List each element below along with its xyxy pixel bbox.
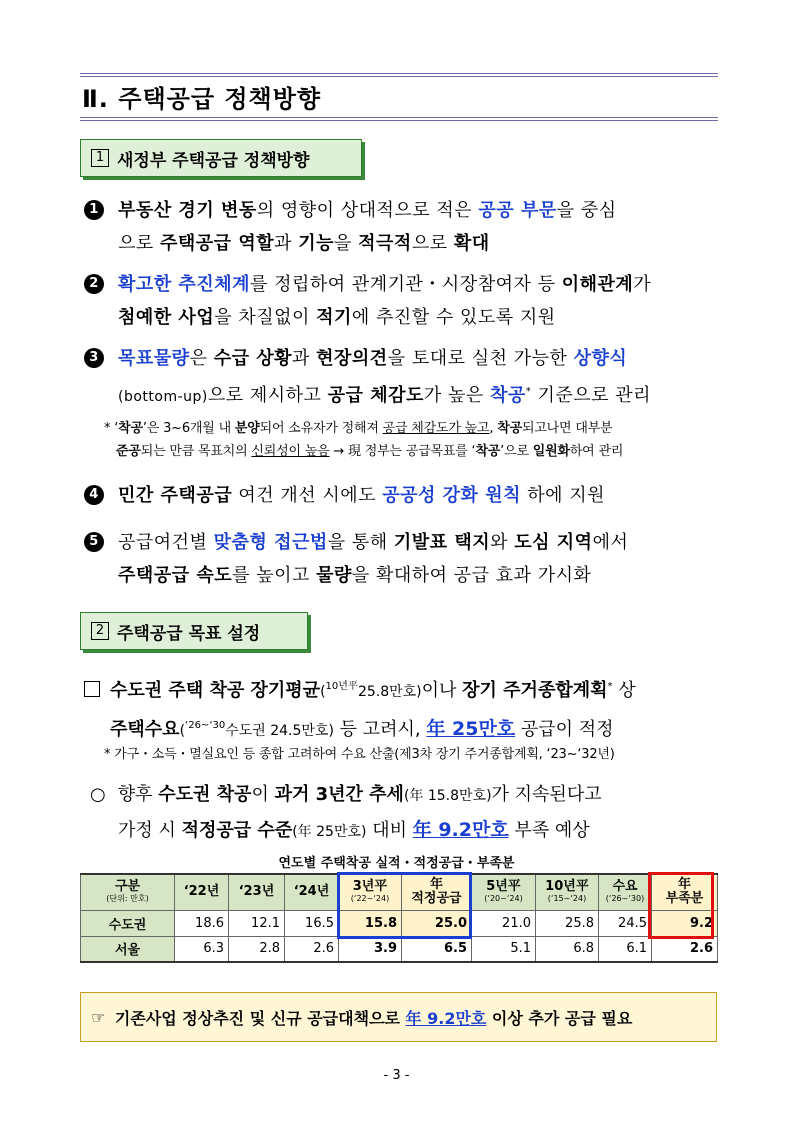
- note-text: 하여 관리: [569, 444, 624, 459]
- body-text: 과: [274, 233, 299, 254]
- emphasis-text: 도심 지역: [514, 532, 593, 553]
- body-text: 가: [633, 274, 652, 295]
- blue-emphasis-text: 맞춤형 접근법: [213, 532, 328, 553]
- table-cell: 6.5: [402, 936, 472, 962]
- emphasis-text: 기발표 택지: [393, 532, 491, 553]
- emphasis-text: 수급 상황: [213, 348, 293, 369]
- table-cell: 12.1: [229, 910, 285, 936]
- header-main-2: 부족분: [665, 891, 704, 907]
- body-text: 이나: [421, 680, 463, 701]
- emphasis-text: 확대: [453, 233, 490, 254]
- emphasis-text: 장기 주거종합계획: [462, 680, 608, 701]
- table-cell: 2.6: [285, 936, 339, 962]
- header-cell-5yr-avg: [472, 874, 536, 910]
- policy-item-2: [84, 268, 724, 334]
- target-highlight: 年 25만호: [426, 718, 516, 740]
- note-emphasis: 착공: [475, 444, 501, 459]
- table-cell: 24.5: [599, 910, 652, 936]
- footnote-marker: *: [607, 681, 613, 692]
- header-cell-demand: [599, 874, 652, 910]
- emphasis-text: 주택공급 역할: [160, 233, 275, 254]
- page-title: Ⅱ. 주택공급 정책방향: [82, 85, 322, 113]
- circle-bullet-icon: ○: [90, 784, 106, 805]
- header-cell-optimal-supply: [402, 874, 472, 910]
- blue-emphasis-text: 공공성 강화 원칙: [382, 485, 521, 506]
- header-cell-2023: ‘23년: [229, 874, 285, 910]
- body-text: (bottom-up): [118, 389, 208, 405]
- emphasis-text: 주택공급 속도: [118, 565, 233, 586]
- header-cell-2022: ‘22년: [175, 874, 229, 910]
- note-text: 되어 소유자가 정해져: [259, 421, 383, 436]
- note-underline: 공급 체감도가 높고: [382, 421, 490, 436]
- table-cell: 25.0: [402, 910, 472, 936]
- body-text: 상: [612, 680, 636, 701]
- body-text: 가 높은: [423, 385, 490, 406]
- row-label: 수도권: [81, 910, 175, 936]
- table-cell: 5.1: [472, 936, 536, 962]
- table-cell: 6.3: [175, 936, 229, 962]
- body-text: 을 토대로 실천 가능한: [387, 348, 574, 369]
- blue-emphasis-text: 공공 부문: [478, 200, 557, 221]
- item-number-badge: 5: [84, 532, 104, 552]
- superscript-text: ‘26~‘30: [185, 720, 226, 731]
- note-text: → 現 정부는 공급목표를 ‘: [329, 444, 476, 459]
- note-underline: 신뢰성이 높음: [251, 444, 330, 459]
- checkbox-square-icon: [84, 681, 100, 697]
- header-cell-2024: ‘24년: [285, 874, 339, 910]
- body-text: 은: [189, 348, 214, 369]
- emphasis-text: 수도권 착공: [158, 784, 252, 805]
- emphasis-text: 수도권 주택 착공 장기평균: [110, 680, 321, 701]
- item-number-badge: 2: [84, 274, 104, 294]
- note-emphasis: 일원화: [532, 444, 570, 459]
- body-text: 대비: [366, 820, 413, 841]
- body-text: 를 정립하여 관계기관・시장참여자 등: [249, 274, 562, 295]
- note-text: 되고나면 대부분: [521, 421, 613, 436]
- note-text: 되는 만큼 목표치의: [140, 444, 252, 459]
- body-text: 등 고려시,: [333, 719, 427, 740]
- emphasis-text: 공급 체감도: [327, 385, 424, 406]
- emphasis-text: 적정공급 수준: [181, 820, 293, 841]
- table-cell: 6.8: [536, 936, 599, 962]
- header-sub: (‘20~‘24): [484, 894, 523, 904]
- conclusion-highlight: 年 9.2만호: [405, 1008, 487, 1028]
- table-row: [81, 910, 718, 936]
- header-sub: (‘22~‘24): [350, 894, 390, 904]
- header-cell-category: [81, 874, 175, 910]
- body-text: 을 통해: [327, 532, 394, 553]
- emphasis-text: 주택수요: [110, 719, 180, 740]
- page-number: - 3 -: [383, 1068, 410, 1083]
- body-text: 으로 제시하고: [207, 385, 328, 406]
- item-number-badge: 3: [84, 348, 104, 368]
- body-text: (: [179, 723, 186, 739]
- note-emphasis: 분양: [234, 421, 260, 436]
- body-text: 향후: [117, 784, 159, 805]
- body-text: 부족 예상: [508, 820, 590, 841]
- shortfall-highlight: 年 9.2만호: [412, 819, 509, 841]
- blue-emphasis-text: 착공: [489, 385, 526, 406]
- housing-start-table: [80, 873, 718, 963]
- header-rule-bottom-2: [80, 120, 718, 121]
- footnote-marker: *: [525, 386, 532, 397]
- table-cell: 2.6: [652, 936, 718, 962]
- pointing-hand-icon: ☞: [91, 1007, 106, 1027]
- table-cell: 25.8: [536, 910, 599, 936]
- emphasis-text: 적극적: [358, 233, 412, 254]
- section-2-number: 2: [91, 622, 109, 640]
- header-main: 3년平: [352, 879, 388, 895]
- conclusion-text: 이상 추가 공급 필요: [486, 1008, 633, 1028]
- body-text: 공급여건별: [118, 532, 214, 553]
- body-text: 가정 시: [118, 820, 182, 841]
- body-text: (年 25만호): [292, 824, 367, 840]
- header-cell-3yr-avg: [339, 874, 402, 910]
- header-cell-10yr-avg: [536, 874, 599, 910]
- header-main: 수요: [612, 879, 638, 895]
- body-text: (年 15.8만호): [403, 788, 492, 804]
- table-cell: 9.2: [652, 910, 718, 936]
- policy-item-5: [84, 526, 724, 592]
- table-header-row: [81, 874, 718, 910]
- policy-item-4: [84, 479, 724, 512]
- note-text: * ‘: [104, 421, 119, 436]
- blue-emphasis-text: 목표물량: [118, 348, 190, 369]
- blue-emphasis-text: 확고한 추진체계: [118, 274, 250, 295]
- section-2-title: 주택공급 목표 설정: [117, 623, 261, 644]
- header-rule-top: [80, 73, 718, 74]
- item-number-badge: 4: [84, 485, 104, 505]
- note-text: ’은 3~6개월 내: [142, 421, 235, 436]
- body-text: 을: [334, 233, 359, 254]
- table-cell: 3.9: [339, 936, 402, 962]
- body-text: 을 확대하여 공급 효과 가시화: [351, 565, 592, 586]
- superscript-text: 10년平: [325, 681, 358, 692]
- header-sub: (‘26~‘30): [605, 894, 645, 904]
- blue-emphasis-text: 상향식: [573, 348, 628, 369]
- footnote-text: * 가구・소득・멸실요인 등 종합 고려하여 수요 산출(제3차 장기 주거종합계획, ‘23~‘32년): [104, 747, 615, 762]
- section-2-title-box: [80, 612, 308, 650]
- body-text: 와: [490, 532, 515, 553]
- policy-item-1: [84, 194, 724, 260]
- header-main: 구분: [114, 879, 141, 895]
- header-cell-shortfall: [652, 874, 718, 910]
- conclusion-box: [80, 992, 717, 1042]
- table-cell: 2.8: [229, 936, 285, 962]
- section-1-title-box: [80, 139, 362, 177]
- policy-item-3: [84, 342, 724, 414]
- item-number-badge: 1: [84, 200, 104, 220]
- emphasis-text: 과거 3년간 추세: [274, 784, 404, 805]
- header-sub: (‘15~‘24): [547, 894, 587, 904]
- section-1-title: 새정부 주택공급 정책방향: [117, 150, 310, 171]
- body-text: 여건 개선 시에도: [232, 485, 383, 506]
- body-text: 하에 지원: [520, 485, 605, 506]
- demand-footnote: [104, 743, 724, 766]
- table-cell: 18.6: [175, 910, 229, 936]
- header-rule-top-2: [80, 76, 718, 77]
- table-cell: 16.5: [285, 910, 339, 936]
- note-emphasis: 착공: [118, 421, 143, 436]
- emphasis-text: 이해관계: [561, 274, 634, 295]
- body-text: 으로: [118, 233, 160, 254]
- body-text: 이: [251, 784, 275, 805]
- header-main: 年: [677, 877, 691, 893]
- table-title: 연도별 주택착공 실적・적정공급・부족분: [278, 856, 515, 871]
- emphasis-text: 기능: [298, 233, 335, 254]
- body-text: 에서: [592, 532, 629, 553]
- body-text: 에 추진할 수 있도록 지원: [351, 307, 556, 328]
- body-text: 를 높이고: [232, 565, 317, 586]
- header-main: 10년平: [545, 879, 589, 895]
- shortfall-paragraph: [90, 778, 730, 849]
- section-1-number: 1: [91, 149, 109, 167]
- body-text: 수도권 24.5만호): [225, 723, 334, 739]
- emphasis-text: 물량: [316, 565, 352, 586]
- note-text: ,: [489, 421, 498, 436]
- header-main: 5년平: [486, 879, 521, 895]
- body-text: 25.8만호): [357, 684, 422, 700]
- note-emphasis: 착공: [497, 421, 522, 436]
- body-text: 을 차질없이: [214, 307, 317, 328]
- table-cell: 15.8: [339, 910, 402, 936]
- body-text: 공급이 적정: [515, 719, 614, 740]
- table-row: [81, 936, 718, 962]
- emphasis-text: 현장의견: [316, 348, 388, 369]
- header-rule-bottom: [80, 117, 718, 118]
- chakgong-note: [104, 417, 724, 463]
- header-sub: (단위: 만호): [106, 894, 149, 904]
- body-text: 의 영향이 상대적으로 적은: [256, 200, 479, 221]
- body-text: 기준으로 관리: [531, 385, 652, 406]
- header-main-2: 적정공급: [411, 891, 462, 907]
- conclusion-text: 기존사업 정상추진 및 신규 공급대책으로: [109, 1008, 406, 1028]
- body-text: 가 지속된다고: [491, 784, 602, 805]
- emphasis-text: 부동산 경기 변동: [118, 200, 257, 221]
- row-label: 서울: [81, 936, 175, 962]
- emphasis-text: 첨예한 사업: [118, 307, 215, 328]
- note-text: ’으로: [500, 444, 533, 459]
- body-text: 으로: [411, 233, 454, 254]
- emphasis-text: 적기: [316, 307, 352, 328]
- body-text: 을 중심: [556, 200, 617, 221]
- body-text: 과: [292, 348, 317, 369]
- header-main: 年: [429, 877, 443, 893]
- body-text: (: [320, 684, 326, 700]
- table-cell: 6.1: [599, 936, 652, 962]
- note-emphasis: 준공: [116, 444, 141, 459]
- table-cell: 21.0: [472, 910, 536, 936]
- emphasis-text: 민간 주택공급: [118, 485, 233, 506]
- supply-target-paragraph: [80, 670, 720, 748]
